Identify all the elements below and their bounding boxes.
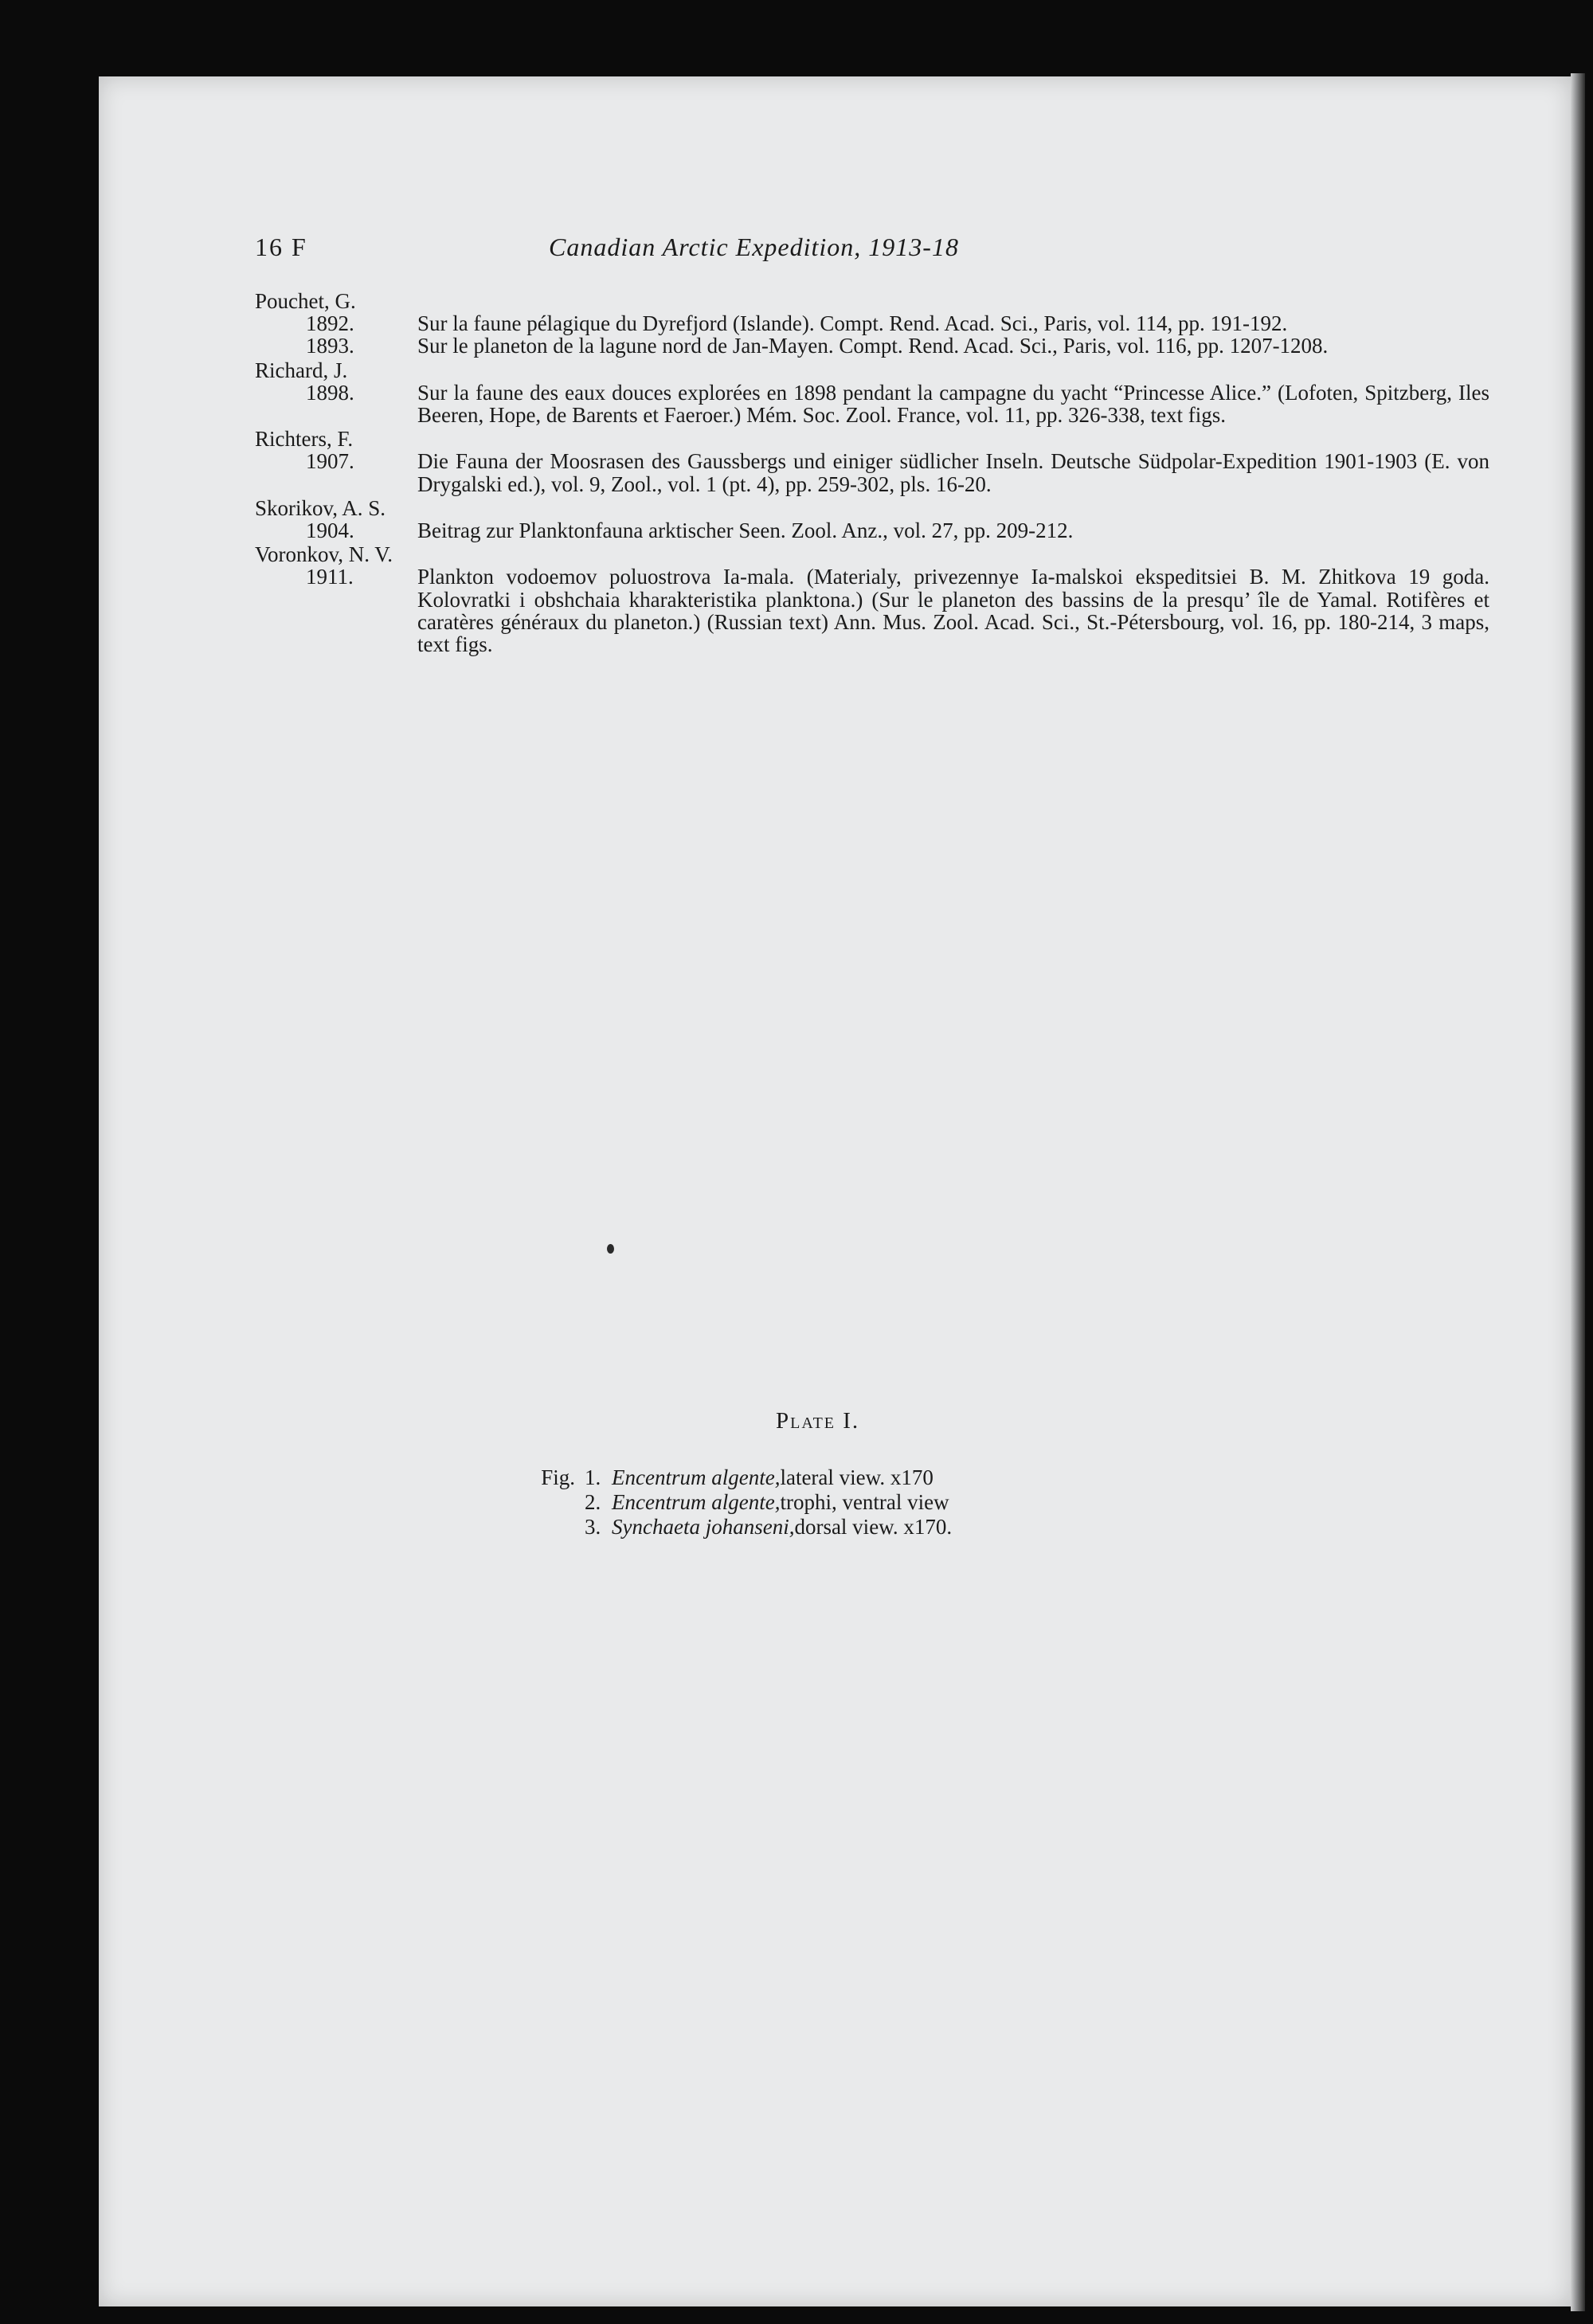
figure-number: 3.: [585, 1515, 601, 1539]
reference-entry: [255, 381, 1489, 426]
figure-item: [526, 1515, 952, 1540]
reference-author: Voronkov, N. V.: [255, 542, 393, 567]
figure-number: 2.: [585, 1490, 601, 1514]
reference-author: Richters, F.: [255, 427, 354, 452]
figure-description: trophi, ventral view: [780, 1490, 949, 1514]
reference-entry: [255, 519, 1489, 542]
figure-list: [526, 1465, 952, 1540]
adjacent-page-edge: [1571, 73, 1585, 2311]
reference-entry: [255, 450, 1489, 495]
reference-year: 1893.: [306, 334, 354, 358]
figure-prefix: Fig.: [541, 1465, 575, 1489]
reference-text: Sur le planeton de la lagune nord de Jan-Mayen. Compt. Rend. Acad. Sci., Paris, vol. 116, pp. 1207-1208.: [417, 334, 1329, 358]
reference-text: Die Fauna der Moosrasen des Gaussbergs und einiger südlicher Inseln. Deutsche Südpolar-Expedition 1901-1903 (E. von Drygalski ed.), vol. 9, Zool., vol. 1 (pt. 4), pp. 259-302, pls. 16-20.: [417, 449, 1489, 496]
species-name: Encentrum algente,: [612, 1465, 781, 1489]
reference-text: Sur la faune pélagique du Dyrefjord (Islande). Compt. Rend. Acad. Sci., Paris, vol. 114, pp. 191-192.: [417, 311, 1288, 336]
reference-year: 1898.: [306, 380, 354, 405]
reference-year: 1892.: [306, 311, 354, 336]
print-speck: [607, 1244, 614, 1254]
reference-year: 1904.: [306, 518, 354, 543]
figure-item: [526, 1465, 952, 1490]
bibliography: [255, 290, 1489, 655]
running-title: Canadian Arctic Expedition, 1913-18: [549, 233, 959, 261]
reference-author: Pouchet, G.: [255, 289, 356, 313]
reference-entry: [255, 565, 1489, 655]
reference-text: Beitrag zur Planktonfauna arktischer Seen. Zool. Anz., vol. 27, pp. 209-212.: [417, 518, 1074, 543]
figure-number: 1.: [585, 1465, 601, 1489]
figure-item: [526, 1490, 952, 1515]
reference-entry: [255, 335, 1489, 357]
species-name: Synchaeta johanseni,: [612, 1515, 795, 1539]
document-page: [99, 76, 1571, 2306]
page-header: [99, 233, 1571, 268]
reference-entry: [255, 312, 1489, 335]
page-number: 16 F: [255, 233, 307, 261]
reference-author: Richard, J.: [255, 358, 348, 382]
reference-text: Sur la faune des eaux douces explorées en 1898 pendant la campagne du yacht “Princesse Alice.” (Lofoten, Spitzberg, Iles Beeren, Hope, de Barents et Faeroer.) Mém. Soc. Zool. France, vol. 11, pp. 326-338, text figs.: [417, 380, 1489, 428]
figure-description: lateral view. x170: [780, 1465, 933, 1489]
figure-description: dorsal view. x170.: [794, 1515, 953, 1539]
reference-text: Plankton vodoemov poluostrova Ia-mala. (Materialy, privezennye Ia-malskoi ekspeditsiei B. M. Zhitkova 19 goda. Kolovratki i obshchaia kharakteristika planktona.) (Sur le planeton des bassins de la presqu’ île de Yamal. Rotifères et caratères généraux du planeton.) (Russian text) Ann. Mus. Zool. Acad. Sci., St.-Pétersbourg, vol. 16, pp. 180-214, 3 maps, text figs.: [417, 565, 1489, 657]
reference-author: Skorikov, A. S.: [255, 495, 386, 520]
reference-year: 1911.: [306, 565, 354, 589]
species-name: Encentrum algente,: [612, 1490, 781, 1514]
plate-title: Plate I.: [776, 1408, 860, 1434]
reference-year: 1907.: [306, 449, 354, 474]
